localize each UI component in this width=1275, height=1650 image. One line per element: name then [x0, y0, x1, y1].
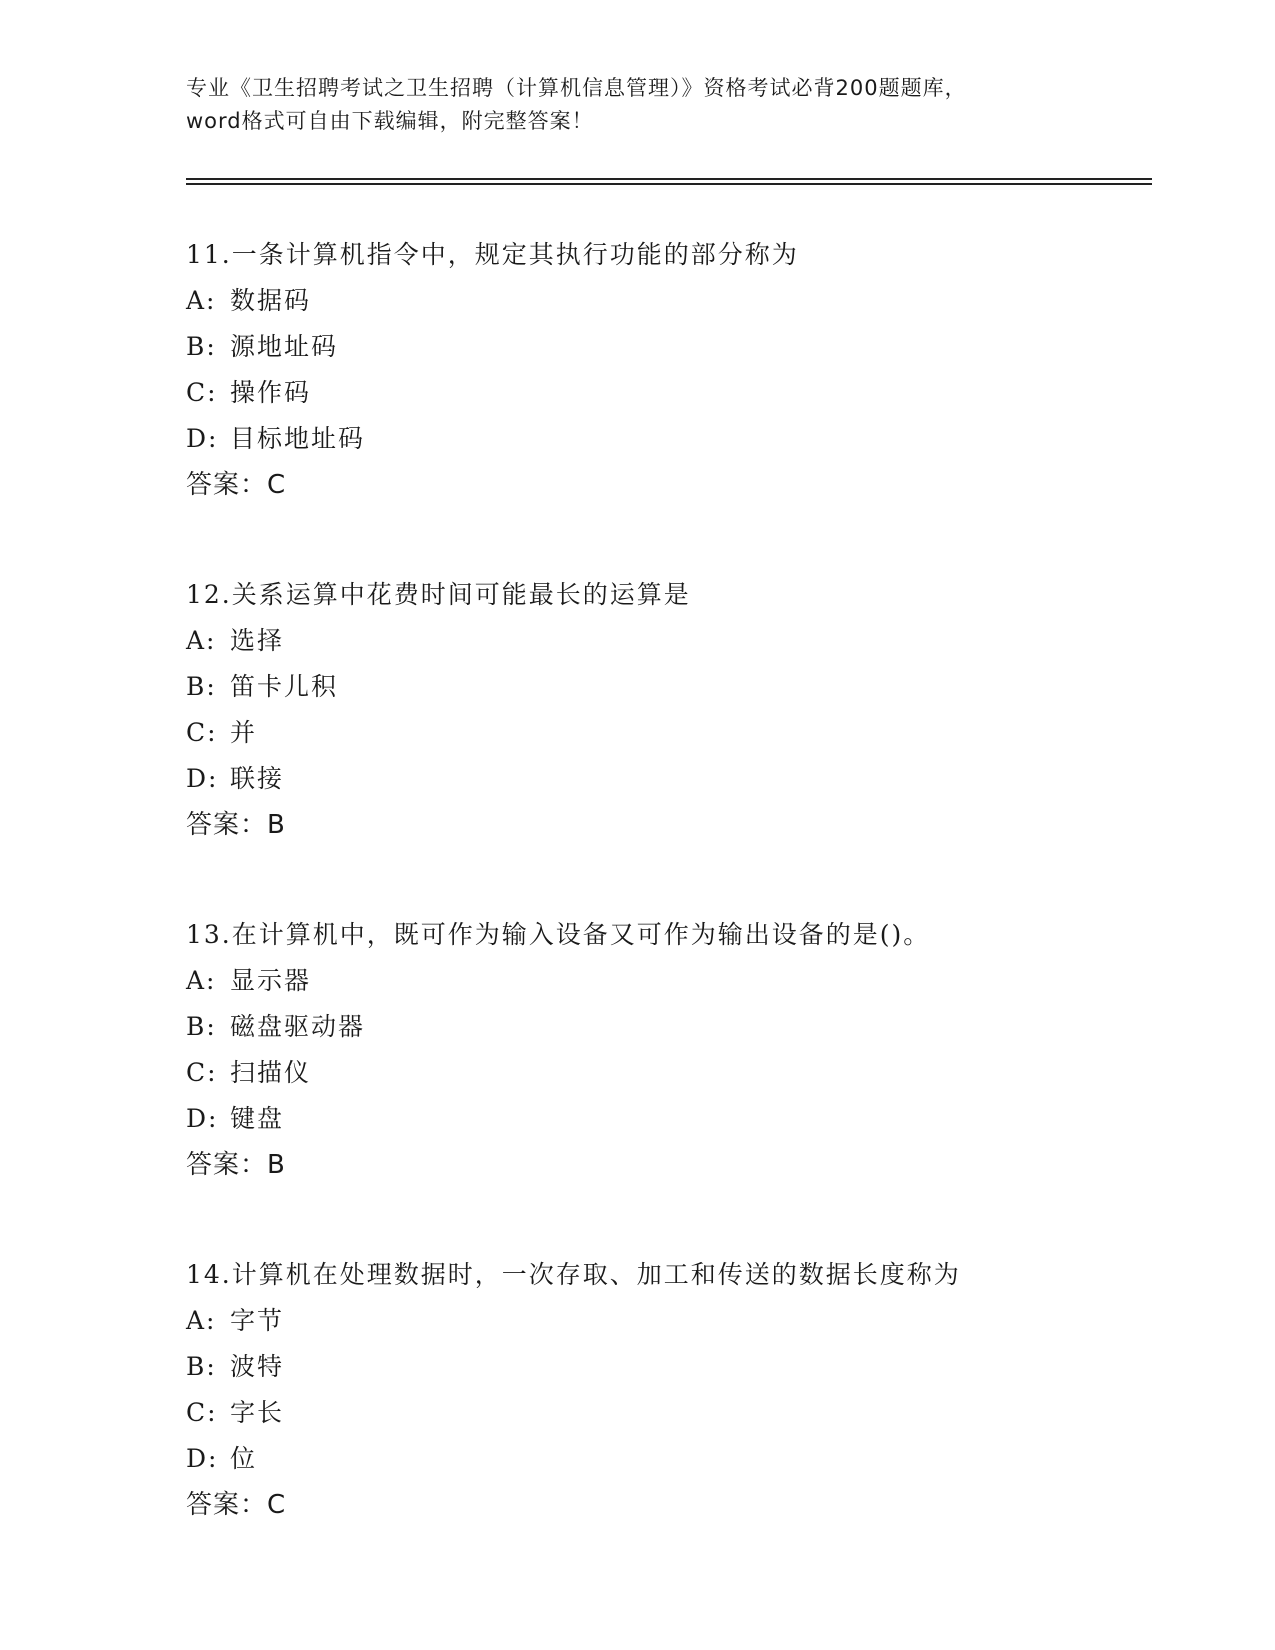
option-key: B: [186, 1012, 217, 1041]
option-d [186, 1096, 1146, 1142]
option-key: B: [186, 332, 217, 361]
option-d [186, 756, 1146, 802]
option-key: A: [186, 286, 217, 315]
question-14 [186, 1252, 1146, 1528]
option-b [186, 1344, 1146, 1390]
option-text: 笛卡儿积 [230, 672, 339, 701]
option-a [186, 618, 1146, 664]
answer-line: 答案：B [186, 1150, 286, 1180]
option-text: 源地址码 [230, 332, 339, 361]
answer-line: 答案：B [186, 810, 286, 840]
option-text: 位 [230, 1444, 258, 1473]
option-text: 波特 [230, 1352, 285, 1381]
option-d [186, 416, 1146, 462]
header-title-line-1: 专业《卫生招聘考试之卫生招聘（计算机信息管理）》资格考试必背200题题库， [186, 76, 967, 100]
question-stem: 14.计算机在处理数据时，一次存取、加工和传送的数据长度称为 [186, 1260, 961, 1289]
question-13 [186, 912, 1146, 1188]
option-text: 目标地址码 [230, 424, 366, 453]
option-text: 数据码 [230, 286, 312, 315]
option-text: 选择 [230, 626, 285, 655]
option-c [186, 1390, 1146, 1436]
option-text: 操作码 [230, 378, 312, 407]
option-key: B: [186, 1352, 217, 1381]
question-stem: 11.一条计算机指令中，规定其执行功能的部分称为 [186, 240, 799, 269]
option-d [186, 1436, 1146, 1482]
option-key: C: [186, 1058, 218, 1087]
option-key: C: [186, 378, 218, 407]
option-text: 键盘 [230, 1104, 285, 1133]
option-b [186, 664, 1146, 710]
header-divider-bottom [186, 183, 1152, 185]
answer-line: 答案：C [186, 1490, 287, 1520]
option-key: C: [186, 1398, 218, 1427]
option-c [186, 710, 1146, 756]
question-list [186, 232, 1146, 1592]
option-key: A: [186, 1306, 217, 1335]
option-key: D: [186, 764, 219, 793]
option-a [186, 1298, 1146, 1344]
option-key: D: [186, 1104, 219, 1133]
option-text: 显示器 [230, 966, 312, 995]
question-stem: 13.在计算机中，既可作为输入设备又可作为输出设备的是()。 [186, 920, 931, 949]
option-key: A: [186, 966, 217, 995]
option-a [186, 278, 1146, 324]
option-key: D: [186, 424, 219, 453]
option-a [186, 958, 1146, 1004]
option-text: 扫描仪 [230, 1058, 312, 1087]
option-key: A: [186, 626, 217, 655]
option-b [186, 1004, 1146, 1050]
option-key: C: [186, 718, 218, 747]
option-text: 并 [230, 718, 258, 747]
option-b [186, 324, 1146, 370]
header-title-line-2: word格式可自由下载编辑，附完整答案！ [186, 109, 594, 133]
option-text: 磁盘驱动器 [230, 1012, 366, 1041]
option-c [186, 1050, 1146, 1096]
question-12 [186, 572, 1146, 848]
option-c [186, 370, 1146, 416]
answer-line: 答案：C [186, 470, 287, 500]
document-header [186, 72, 1086, 138]
header-divider-top [186, 178, 1152, 180]
option-text: 联接 [230, 764, 285, 793]
question-11 [186, 232, 1146, 508]
option-text: 字节 [230, 1306, 285, 1335]
option-text: 字长 [230, 1398, 285, 1427]
option-key: B: [186, 672, 217, 701]
option-key: D: [186, 1444, 219, 1473]
question-stem: 12.关系运算中花费时间可能最长的运算是 [186, 580, 691, 609]
